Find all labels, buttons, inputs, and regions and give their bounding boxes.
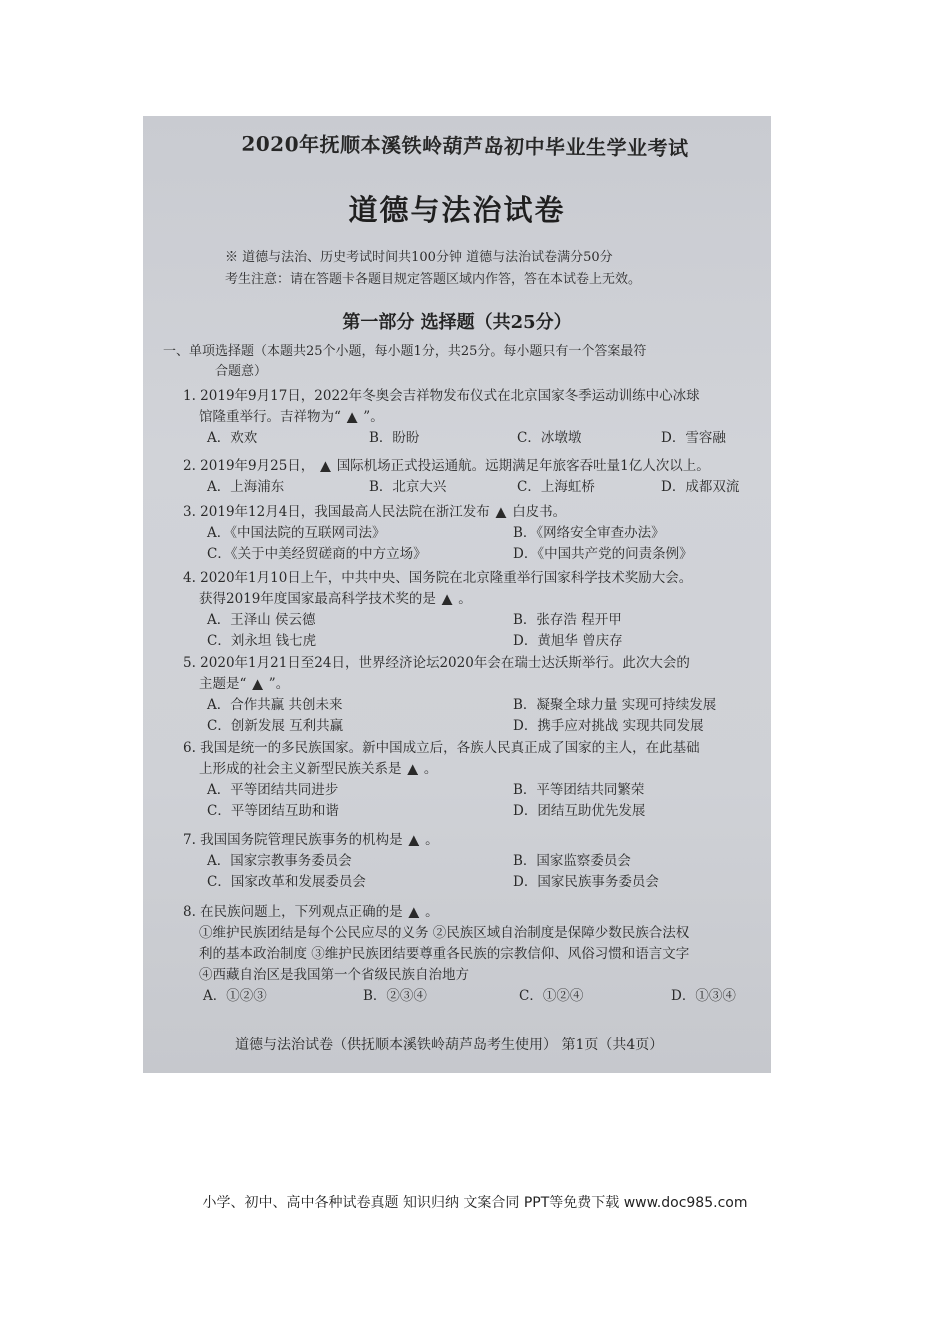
- answer-blank: ▲: [320, 458, 331, 474]
- question-stem-cont: 馆隆重举行。吉祥物为“ ▲ ”。: [199, 409, 384, 425]
- section-heading: [163, 342, 743, 382]
- exam-title: 2020年抚顺本溪铁岭葫芦岛初中毕业生学业考试: [241, 131, 689, 161]
- answer-blank: ▲: [346, 409, 358, 425]
- question-stem: 5. 2020年1月21日至24日，世界经济论坛2020年会在瑞士达沃斯举行。此次大会的: [183, 655, 690, 671]
- answer-blank: ▲: [495, 504, 507, 520]
- question-stem: 2. 2019年9月25日， ▲ 国际机场正式投运通航。远期满足年旅客吞吐量1亿人次以上。: [183, 458, 710, 474]
- option-c: C．刘永坦 钱七虎: [207, 633, 317, 649]
- options-row: [183, 477, 743, 498]
- page-footer: 道德与法治试卷（供抚顺本溪铁岭葫芦岛考生使用） 第1页（共4页）: [235, 1037, 664, 1053]
- question-stem: 3. 2019年12月4日，我国最高人民法院在浙江发布 ▲ 白皮书。: [183, 504, 567, 520]
- paper-title: 道德与法治试卷: [348, 193, 566, 227]
- option-a: A．国家宗教事务委员会: [207, 853, 352, 869]
- download-banner-text: 小学、初中、高中各种试卷真题 知识归纳 文案合同 PPT等免费下载 www.doc985.com: [202, 1195, 748, 1211]
- options-row: [183, 695, 743, 716]
- option-b: B．国家监察委员会: [513, 853, 631, 869]
- option-d: D．黄旭华 曾庆存: [513, 633, 623, 649]
- section-line-1: 一、单项选择题（本题共25个小题，每小题1分，共25分。每小题只有一个答案最符: [163, 344, 647, 359]
- option-d: D．团结互助优先发展: [513, 803, 646, 819]
- statement-line: ④西藏自治区是我国第一个省级民族自治地方: [199, 967, 469, 983]
- section-line-2: 合题意）: [215, 364, 268, 379]
- question-stem: 4. 2020年1月10日上午，中共中央、国务院在北京隆重举行国家科学技术奖励大会。: [183, 570, 693, 586]
- option-b: B．②③④: [363, 988, 427, 1004]
- answer-blank: ▲: [408, 832, 420, 848]
- option-c: C．平等团结互助和谐: [207, 803, 339, 819]
- question-3: [183, 502, 743, 565]
- option-d: D．国家民族事务委员会: [513, 874, 659, 890]
- options-row: [183, 631, 743, 652]
- question-8: [183, 902, 743, 1007]
- question-5: [183, 653, 743, 737]
- question-7: [183, 830, 743, 893]
- options-row: [183, 544, 743, 565]
- option-c: C．上海虹桥: [517, 479, 595, 495]
- options-row: [183, 716, 743, 737]
- option-d: D．雪容融: [661, 430, 726, 446]
- option-d: D．携手应对挑战 实现共同发展: [513, 718, 704, 734]
- options-row: [183, 986, 743, 1007]
- question-6: [183, 738, 743, 822]
- answer-blank: ▲: [407, 761, 418, 777]
- option-c: C．①②④: [519, 988, 584, 1004]
- options-row: [183, 801, 743, 822]
- answer-blank: ▲: [441, 591, 453, 607]
- options-row: [183, 523, 743, 544]
- option-b: B．凝聚全球力量 实现可持续发展: [513, 697, 717, 713]
- option-a: A．上海浦东: [207, 479, 285, 495]
- option-b: B．盼盼: [369, 430, 420, 446]
- statement-line: 利的基本政治制度 ③维护民族团结要尊重各民族的宗教信仰、风俗习惯和语言文字: [199, 946, 690, 962]
- exam-photo: [143, 116, 771, 1073]
- option-a: A．平等团结共同进步: [207, 782, 339, 798]
- question-stem: 6. 我国是统一的多民族国家。新中国成立后，各族人民真正成了国家的主人，在此基础: [183, 740, 700, 756]
- option-b: B．张存浩 程开甲: [513, 612, 622, 628]
- options-row: [183, 610, 743, 631]
- question-stem: 1. 2019年9月17日，2022年冬奥会吉祥物发布仪式在北京国家冬季运动训练中心冰球: [183, 388, 700, 404]
- option-c: C．《关于中美经贸磋商的中方立场》: [207, 546, 427, 562]
- question-stem-cont: 主题是“ ▲ ”。: [199, 676, 290, 692]
- option-a: A．欢欢: [207, 430, 258, 446]
- part-title: 第一部分 选择题（共25分）: [342, 312, 572, 333]
- exam-note-time: ※ 道德与法治、历史考试时间共100分钟 道德与法治试卷满分50分: [225, 250, 613, 265]
- option-c: C．国家改革和发展委员会: [207, 874, 366, 890]
- answer-blank: ▲: [408, 904, 420, 920]
- exam-note-attention: 考生注意：请在答题卡各题目规定答题区域内作答，答在本试卷上无效。: [225, 272, 642, 287]
- question-stem-cont: 获得2019年度国家最高科学技术奖的是 ▲ 。: [199, 591, 472, 607]
- option-a: A．《中国法院的互联网司法》: [207, 525, 386, 541]
- option-c: C．冰墩墩: [517, 430, 582, 446]
- option-d: D．成都双流: [661, 479, 740, 495]
- question-2: [183, 456, 743, 498]
- answer-blank: ▲: [252, 676, 263, 692]
- question-stem: 7. 我国国务院管理民族事务的机构是 ▲ 。: [183, 832, 439, 848]
- question-4: [183, 568, 743, 652]
- option-a: A．合作共赢 共创未来: [207, 697, 343, 713]
- options-row: [183, 851, 743, 872]
- question-stem: 8. 在民族问题上，下列观点正确的是 ▲ 。: [183, 904, 439, 920]
- option-d: D．①③④: [671, 988, 736, 1004]
- question-stem-cont: 上形成的社会主义新型民族关系是 ▲ 。: [199, 761, 438, 777]
- option-a: A．①②③: [203, 988, 267, 1004]
- option-c: C．创新发展 互利共赢: [207, 718, 344, 734]
- options-row: [183, 780, 743, 801]
- statement-line: ①维护民族团结是每个公民应尽的义务 ②民族区域自治制度是保障少数民族合法权: [199, 925, 690, 941]
- option-b: B．北京大兴: [369, 479, 447, 495]
- option-b: B．《网络安全审查办法》: [513, 525, 665, 541]
- option-a: A．王泽山 侯云德: [207, 612, 316, 628]
- option-b: B．平等团结共同繁荣: [513, 782, 645, 798]
- question-1: [183, 386, 743, 449]
- options-row: [183, 428, 743, 449]
- options-row: [183, 872, 743, 893]
- option-d: D．《中国共产党的问责条例》: [513, 546, 693, 562]
